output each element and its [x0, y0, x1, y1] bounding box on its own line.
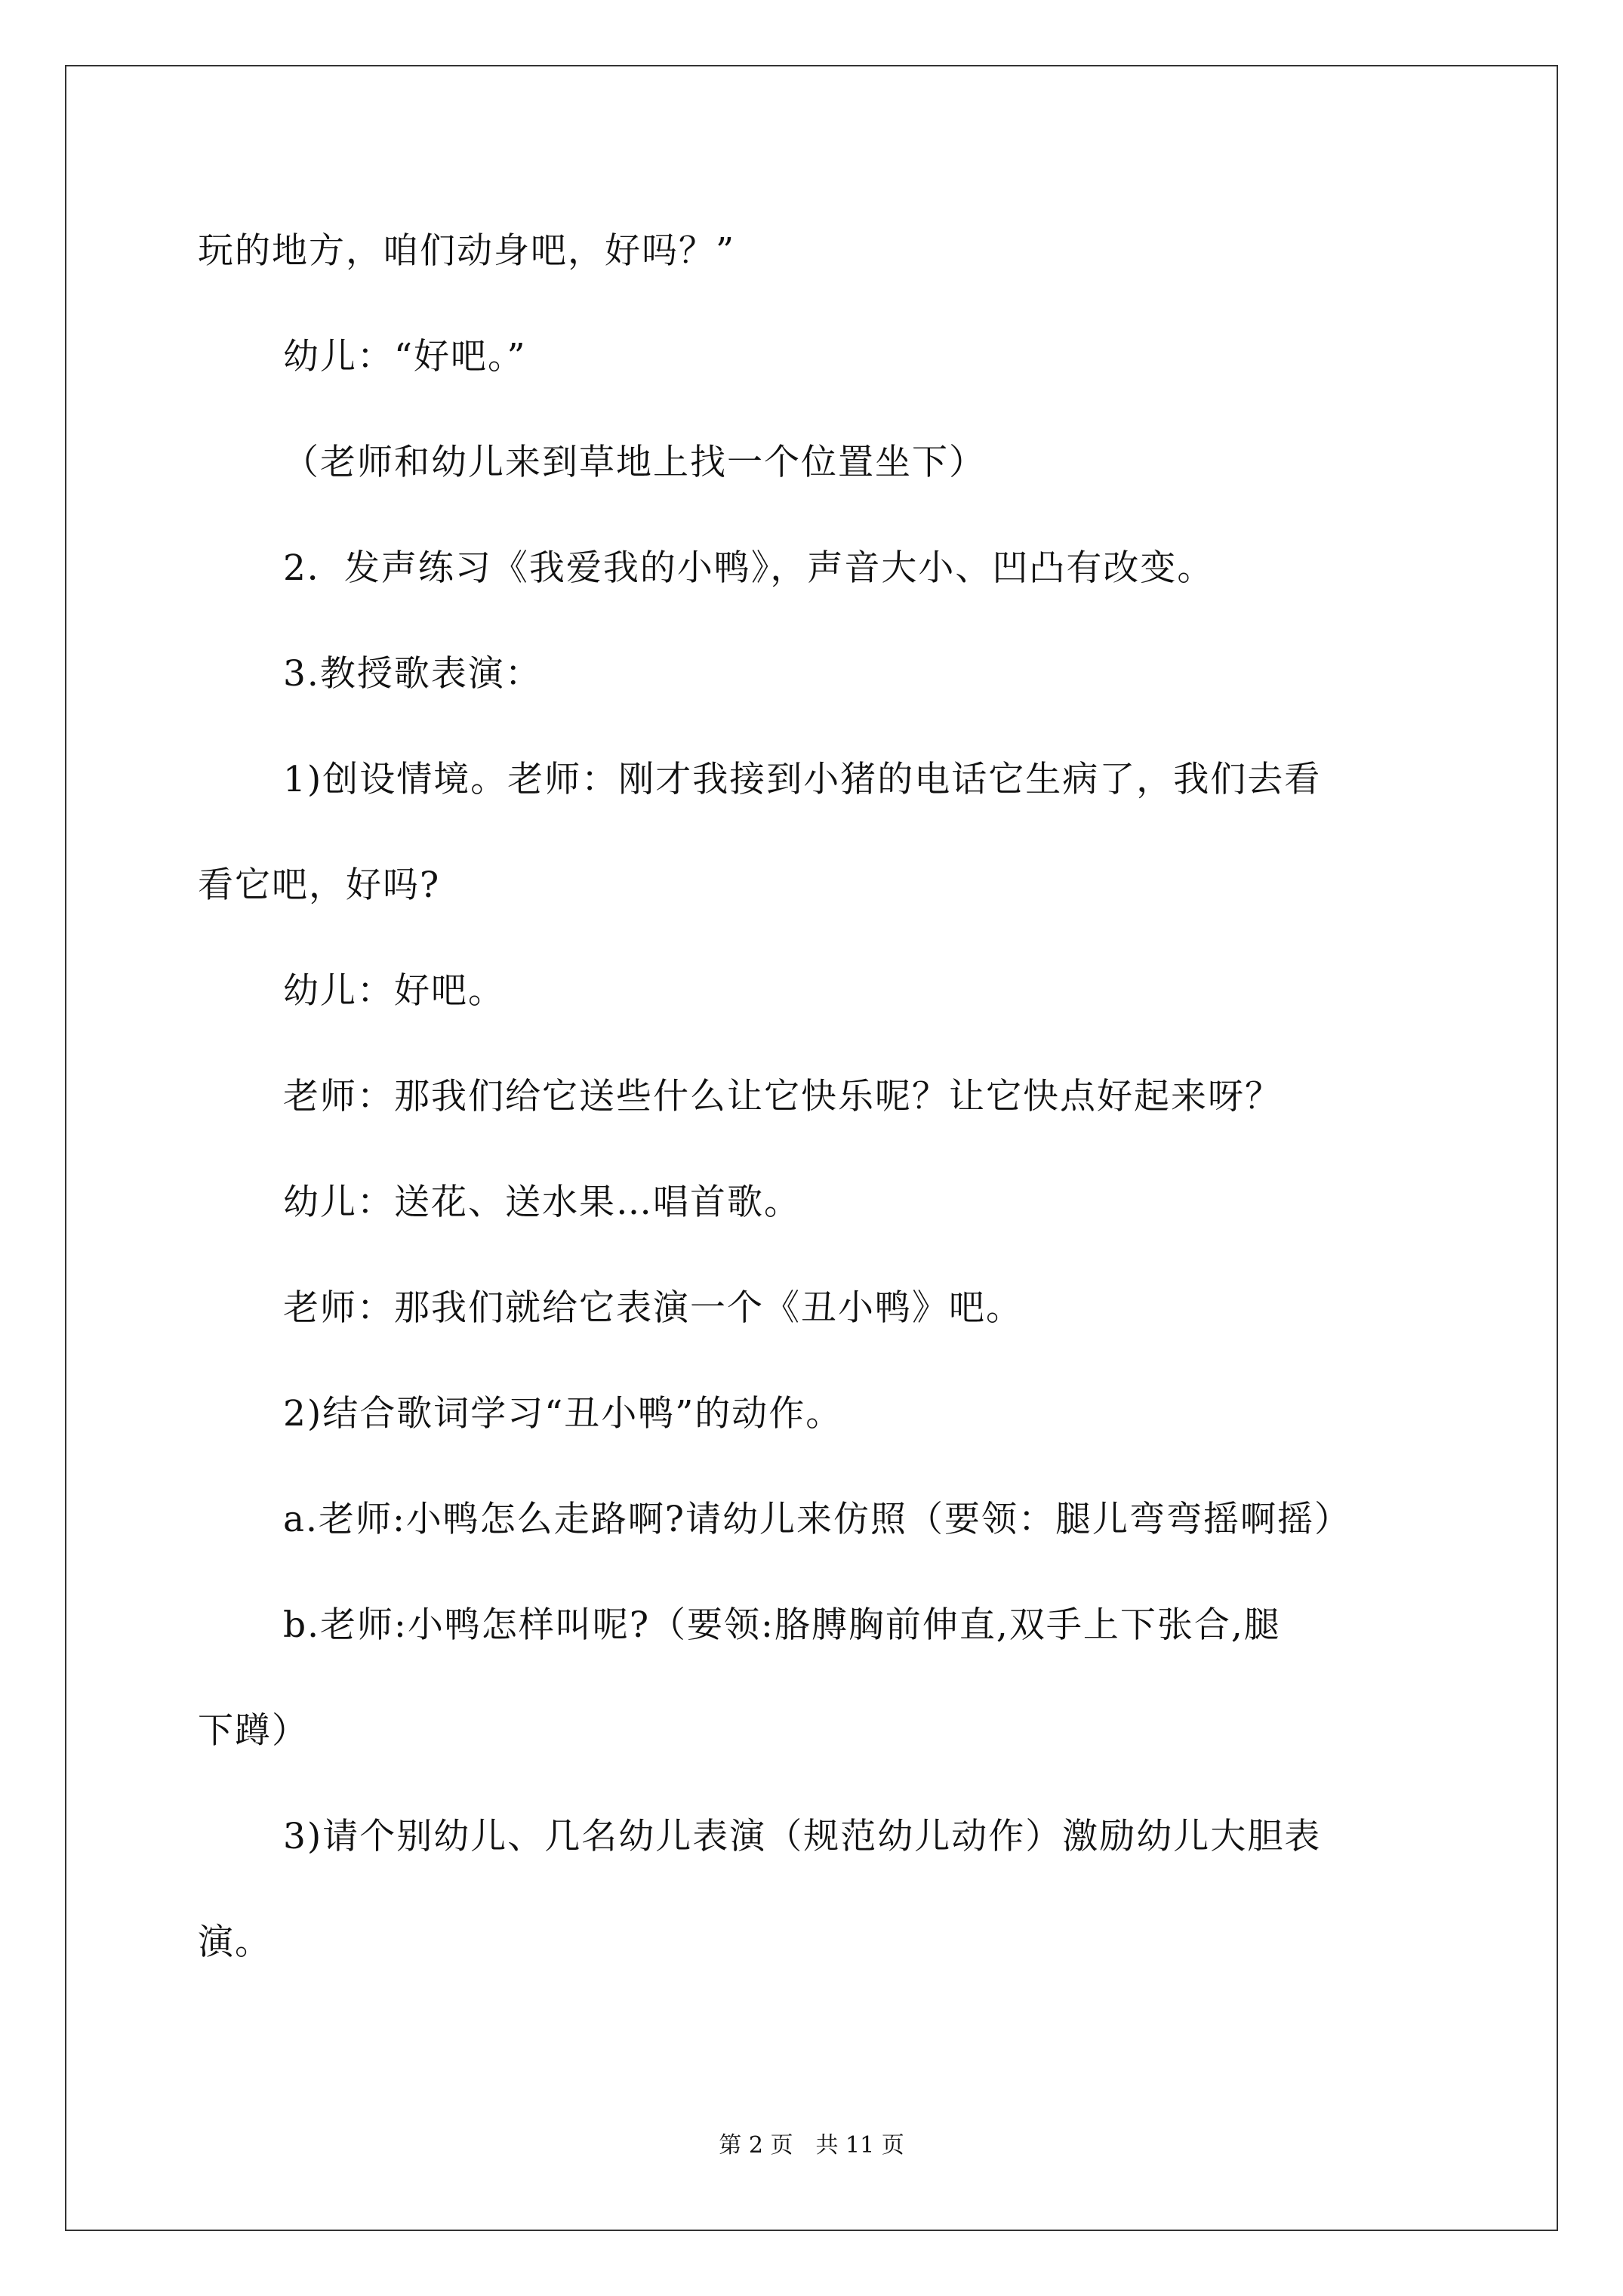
- text-line: 3)请个别幼儿、几名幼儿表演（规范幼儿动作）激励幼儿大胆表: [283, 1816, 1322, 1857]
- page-border: [65, 65, 1558, 2231]
- text-line: 玩的地方，咱们动身吧，好吗？”: [198, 230, 736, 272]
- text-line: 3.教授歌表演：: [283, 653, 542, 695]
- text-line: 2．发声练习《我爱我的小鸭》，声音大小、凹凸有改变。: [283, 547, 1215, 589]
- text-line: b.老师:小鸭怎样叫呢?（要领:胳膊胸前伸直,双手上下张合,腿: [283, 1604, 1281, 1646]
- text-line: 看它吧，好吗?: [198, 864, 441, 906]
- text-line: 幼儿：“好吧。”: [283, 336, 527, 378]
- text-line: 演。: [198, 1922, 272, 1963]
- text-line: （老师和幼儿来到草地上找一个位置坐下）: [283, 442, 986, 483]
- text-line: 1)创设情境。老师：刚才我接到小猪的电话它生病了，我们去看: [283, 759, 1322, 800]
- text-line: 幼儿：送花、送水果…唱首歌。: [283, 1182, 801, 1223]
- text-line: 老师：那我们给它送些什么让它快乐呢？让它快点好起来呀？: [283, 1076, 1282, 1117]
- text-line: 幼儿：好吧。: [283, 970, 505, 1012]
- text-line: 下蹲）: [198, 1710, 309, 1752]
- page-number-footer: 第 2 页 共 11 页: [719, 2132, 904, 2159]
- text-line: 2)结合歌词学习“丑小鸭”的动作。: [283, 1393, 843, 1435]
- text-line: a.老师:小鸭怎么走路啊?请幼儿来仿照（要领：腿儿弯弯摇啊摇）: [283, 1499, 1351, 1540]
- text-line: 老师：那我们就给它表演一个《丑小鸭》吧。: [283, 1287, 1023, 1329]
